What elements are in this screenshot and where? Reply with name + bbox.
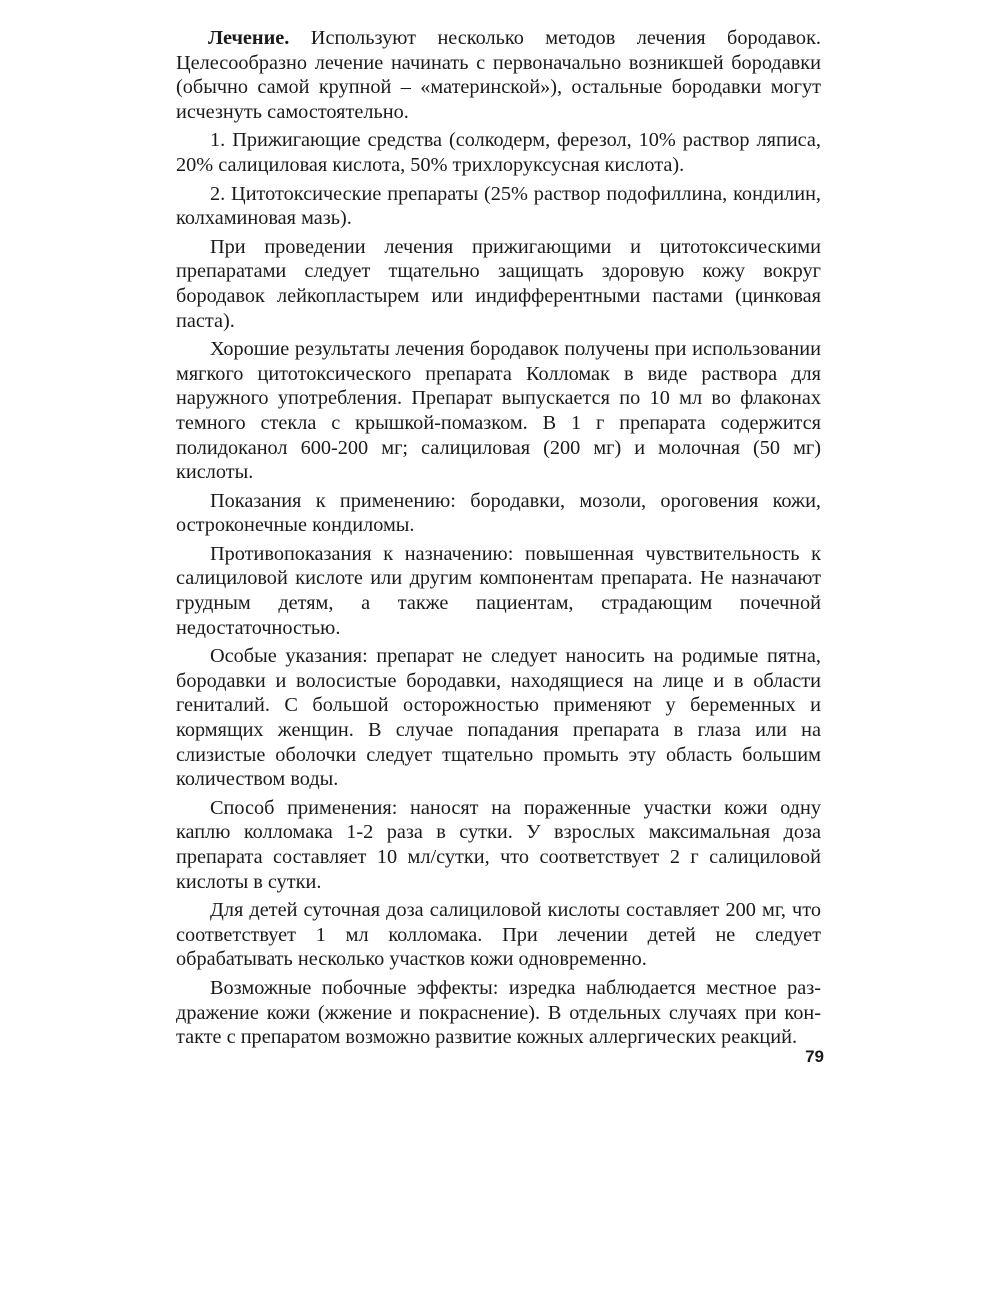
page-number: 79 — [805, 1047, 824, 1066]
paragraph-text: Используют несколько методов лечения бородавок. Целесообразно лечение начинать с первоначально возникшей бородавки (обычно самой крупной – «материнской»), остальные бородавки могут исчезнуть самостоятельно. — [176, 27, 821, 123]
paragraph-skin-protection: При проведении лечения прижигающими и цитотоксическими препаратами следует тщательно защищать здоровую кожу вокруг бородавок лейкопластырем или индифферентными пастами (цинковая паста). — [176, 235, 821, 332]
paragraph-children-dose: Для детей суточная доза салициловой кислоты составляет 200 мг, что соответствует 1 мл колломака. При лечении детей не следует обрабатывать несколько участков кожи одновременно. — [176, 899, 821, 971]
heading-lead: Лечение. — [208, 27, 290, 49]
paragraph-usage: Способ применения: наносят на пораженные участки кожи одну каплю колломака 1-2 раза в сутки. У взрослых максимальная доза препарата составляет 10 мл/сутки, что соответствует 2 г салициловой кислоты в сутки. — [176, 796, 821, 893]
paragraph-cytotoxic-drugs: 2. Цитотоксические препараты (25% раствор подофиллина, кондилин, колхаминовая мазь). — [176, 182, 821, 230]
paragraph-indications: Показания к применению: бородавки, мозоли, ороговения кожи, остроконечные кондиломы. — [176, 489, 821, 537]
paragraph-treatment-intro — [176, 26, 821, 124]
paragraph-special-instructions: Особые указания: препарат не следует наносить на родимые пятна, бородавки и волосистые бородавки, находящиеся на лице и в области гениталий. С большой осторожностью применяют у беременных и кормящих женщин. В случае попадания препарата в глаза или на слизистые оболочки следует тщательно промыть эту область большим количеством воды. — [176, 645, 821, 791]
paragraph-collomak: Хорошие результаты лечения бородавок получены при использовании мягкого цитотоксического препарата Колломак в виде раствора для наружного употребления. Препарат выпускается по 10 мл во флаконах темного стекла с крышкой-помазком. В 1 г препарата содержится полидоканол 600-200 мг; салициловая (200 мг) и молочная (50 мг) кислоты. — [176, 338, 821, 484]
page-body — [176, 26, 821, 1054]
paragraph-cauterizing-agents: 1. Прижигающие средства (солкодерм, ферезол, 10% раствор ляписа, 20% салициловая кислота, 50% трихлоруксусная кислота). — [176, 129, 821, 176]
paragraph-contraindications: Противопоказания к назначению: повышенная чувствительность к салициловой кислоте или другим компонентам препарата. Не назначают грудным детям, а также пациентам, страдающим почечной недостаточностью. — [176, 542, 821, 639]
paragraph-side-effects: Возможные побочные эффекты: изредка наблюдается местное раздражение кожи (жжение и покраснение). В отдельных случаях при контакте с препаратом возможно развитие кожных аллергических реакций. — [176, 976, 821, 1049]
